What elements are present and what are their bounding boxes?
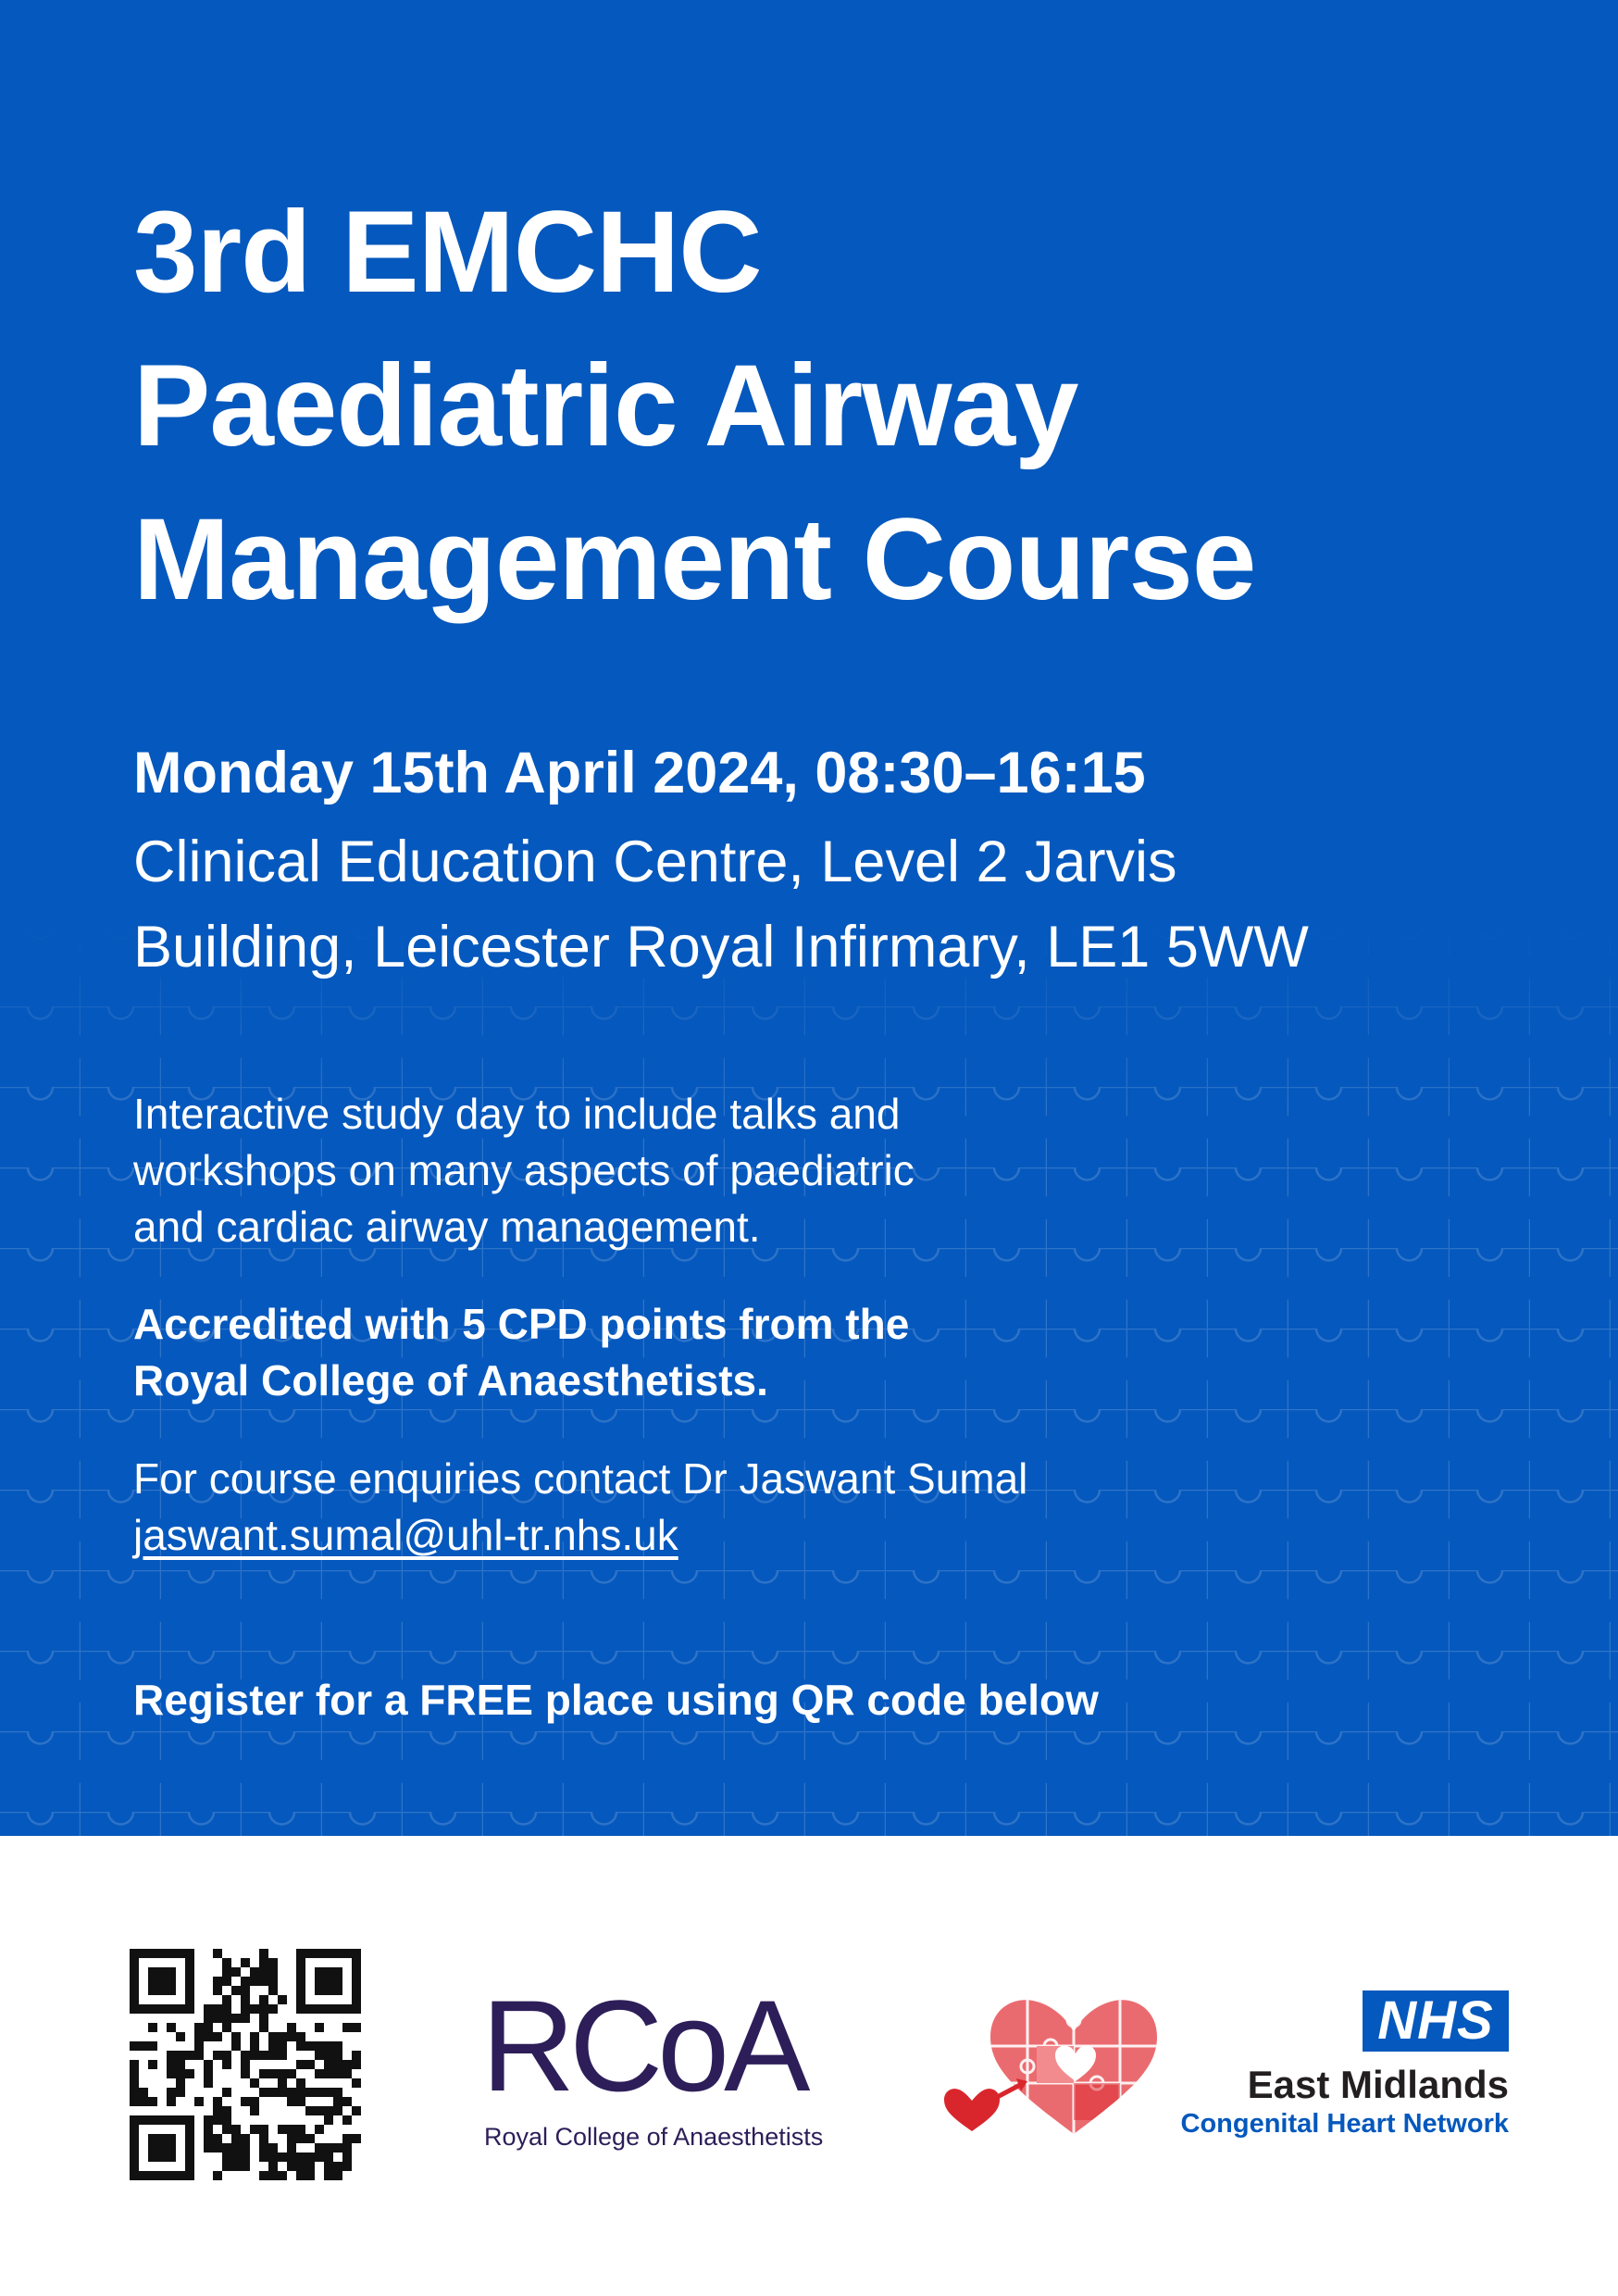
nhs-logo — [1101, 1990, 1509, 2148]
title-line-1: 3rd EMCHC — [133, 188, 762, 317]
page-title — [133, 176, 1255, 637]
description-line-1: Interactive study day to include talks and — [133, 1090, 901, 1138]
register-callout: Register for a FREE place using QR code below — [133, 1676, 1099, 1724]
enquiries-block — [133, 1451, 1027, 1564]
nhs-badge: NHS — [1363, 1990, 1509, 2052]
accreditation-line-1: Accredited with 5 CPD points from the — [133, 1300, 910, 1348]
contact-email-link[interactable]: jaswant.sumal@uhl-tr.nhs.uk — [133, 1511, 678, 1559]
enquiries-text: For course enquiries contact Dr Jaswant Sumal — [133, 1454, 1028, 1503]
title-line-3: Management Course — [133, 495, 1256, 624]
accreditation-line-2: Royal College of Anaesthetists. — [133, 1356, 768, 1404]
event-venue — [133, 819, 1577, 990]
accreditation-note — [133, 1296, 909, 1409]
venue-line-1: Clinical Education Centre, Level 2 Jarvis — [133, 830, 1177, 894]
course-description — [133, 1086, 915, 1255]
title-line-2: Paediatric Airway — [133, 342, 1078, 470]
description-line-3: and cardiac airway management. — [133, 1203, 761, 1251]
description-line-2: workshops on many aspects of paediatric — [133, 1146, 915, 1194]
event-date-time: Monday 15th April 2024, 08:30–16:15 — [133, 741, 1146, 805]
qr-code-icon[interactable] — [130, 1949, 361, 2180]
nhs-region-name: East Midlands — [1247, 2063, 1509, 2106]
rcoa-logo — [481, 1973, 852, 2152]
rcoa-logo-letters: RCoA — [481, 1973, 805, 2118]
rcoa-logo-name: Royal College of Anaesthetists — [484, 2123, 824, 2151]
venue-line-2: Building, Leicester Royal Infirmary, LE1 5WW — [133, 915, 1309, 980]
nhs-network-name: Congenital Heart Network — [1180, 2109, 1509, 2139]
